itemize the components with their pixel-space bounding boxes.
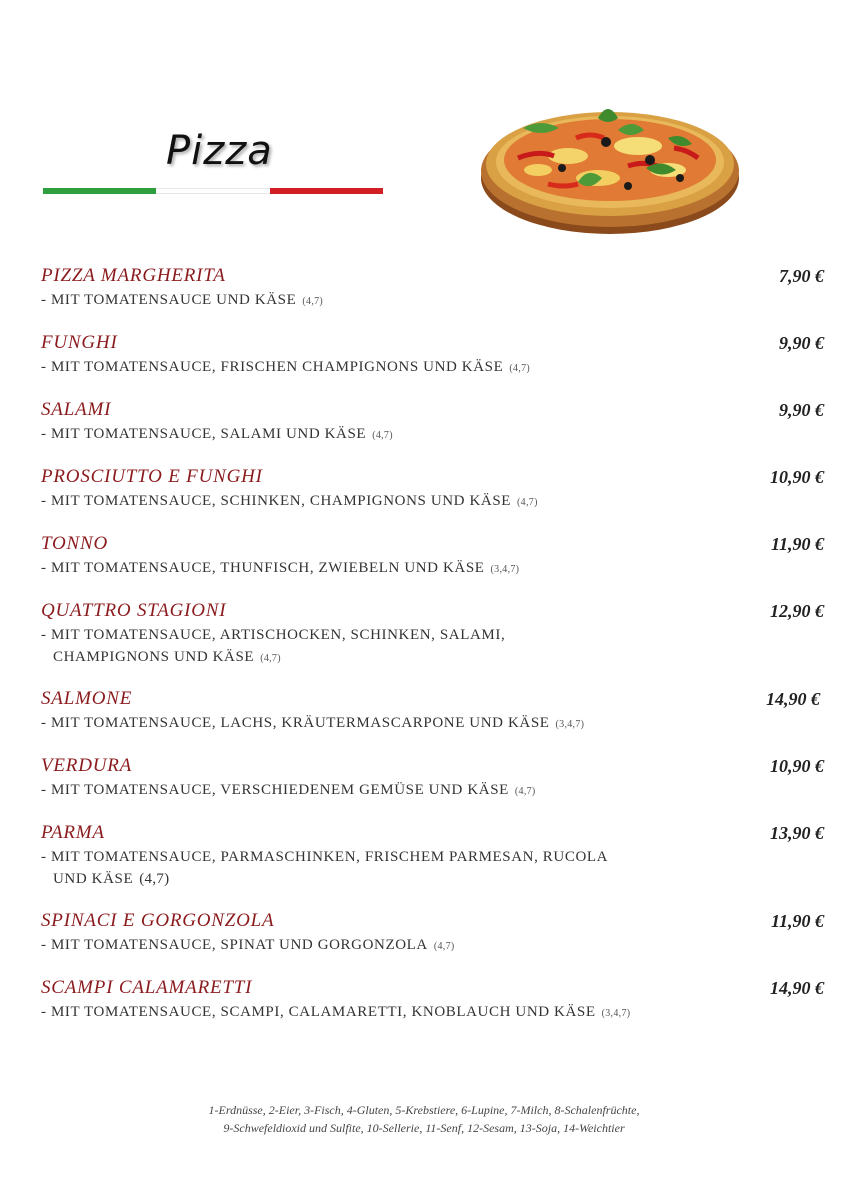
italian-flag-divider (43, 188, 383, 194)
item-name: TONNO (41, 533, 109, 554)
menu-item-quattro-stagioni (41, 600, 826, 670)
menu-item-parma (41, 822, 826, 890)
item-price: 11,90 € (770, 534, 824, 554)
item-allergens: (3,4,7) (490, 564, 520, 575)
flag-green-stripe (43, 188, 156, 194)
menu-item-salmone (41, 688, 826, 736)
allergen-legend (0, 1101, 848, 1137)
item-price: 14,90 € (766, 689, 820, 709)
item-price: 12,90 € (770, 601, 824, 621)
item-price: 7,90 € (779, 266, 824, 286)
item-allergens: (3,4,7) (601, 1008, 631, 1019)
item-name: PIZZA MARGHERITA (41, 265, 226, 286)
menu-item-pizza-margherita (41, 265, 826, 313)
item-name: SPINACI E GORGONZOLA (41, 910, 275, 931)
item-allergens: (3,4,7) (555, 719, 585, 730)
item-name: PROSCIUTTO E FUNGHI (41, 466, 263, 487)
item-description: - MIT TOMATENSAUCE, SPINAT UND GORGONZOLA (4,7) (41, 937, 455, 953)
menu-item-spinaci-e-gorgonzola (41, 910, 826, 958)
item-allergens: (4,7) (260, 653, 281, 664)
menu-item-scampi-calamaretti (41, 977, 826, 1025)
item-price: 9,90 € (779, 333, 824, 353)
item-price: 9,90 € (779, 400, 824, 420)
item-name: PARMA (41, 822, 105, 843)
allergen-legend-line: 9-Schwefeldioxid und Sulfite, 10-Sellerie, 11-Senf, 12-Sesam, 13-Soja, 14-Weichtier (223, 1121, 625, 1135)
item-price: 10,90 € (770, 467, 824, 487)
item-name: QUATTRO STAGIONI (41, 600, 227, 621)
item-price: 13,90 € (770, 823, 824, 843)
item-price: 11,90 € (770, 911, 824, 931)
item-allergens: (4,7) (302, 296, 324, 307)
page-title: Pizza (166, 128, 273, 174)
item-allergens: (4,7) (372, 430, 393, 441)
item-price: 14,90 € (770, 978, 824, 998)
item-name: VERDURA (41, 755, 133, 776)
menu-item-tonno (41, 533, 826, 581)
item-allergens: (4,7) (509, 363, 531, 374)
item-name: SALAMI (41, 399, 112, 420)
pizza-image (478, 98, 742, 240)
item-description: - MIT TOMATENSAUCE, FRISCHEN CHAMPIGNONS UND KÄSE (4,7) (41, 359, 531, 375)
item-description: - MIT TOMATENSAUCE, PARMASCHINKEN, FRISCHEM PARMESAN, RUCOLA UND KÄSE (4,7) (41, 849, 608, 887)
menu-item-salami (41, 399, 826, 447)
item-description: - MIT TOMATENSAUCE, SCHINKEN, CHAMPIGNONS UND KÄSE (4,7) (41, 493, 538, 509)
item-description: - MIT TOMATENSAUCE, SALAMI UND KÄSE (4,7) (41, 426, 393, 442)
item-description: - MIT TOMATENSAUCE, VERSCHIEDENEM GEMÜSE UND KÄSE (4,7) (41, 782, 536, 798)
item-description: - MIT TOMATENSAUCE UND KÄSE (4,7) (41, 292, 324, 308)
menu-item-prosciutto-e-funghi (41, 466, 826, 514)
menu-item-funghi (41, 332, 826, 380)
allergen-legend-line: 1-Erdnüsse, 2-Eier, 3-Fisch, 4-Gluten, 5-Krebstiere, 6-Lupine, 7-Milch, 8-Schalenfrüchte, (208, 1103, 640, 1117)
item-description: - MIT TOMATENSAUCE, ARTISCHOCKEN, SCHINKEN, SALAMI, CHAMPIGNONS UND KÄSE (4,7) (41, 627, 506, 665)
menu-item-verdura (41, 755, 826, 803)
item-name: FUNGHI (41, 332, 118, 353)
item-description: - MIT TOMATENSAUCE, SCAMPI, CALAMARETTI, KNOBLAUCH UND KÄSE (3,4,7) (41, 1004, 631, 1020)
item-allergens: (4,7) (433, 941, 455, 952)
item-name: SCAMPI CALAMARETTI (41, 977, 253, 998)
item-allergens: (4,7) (514, 786, 536, 797)
item-description: - MIT TOMATENSAUCE, THUNFISCH, ZWIEBELN UND KÄSE (3,4,7) (41, 560, 520, 576)
flag-red-stripe (270, 188, 383, 194)
item-price: 10,90 € (770, 756, 824, 776)
item-allergens: (4,7) (517, 497, 538, 508)
item-description: - MIT TOMATENSAUCE, LACHS, KRÄUTERMASCARPONE UND KÄSE (3,4,7) (41, 715, 585, 731)
item-name: SALMONE (41, 688, 133, 709)
flag-white-stripe (156, 188, 269, 194)
item-allergens: (4,7) (139, 871, 170, 887)
